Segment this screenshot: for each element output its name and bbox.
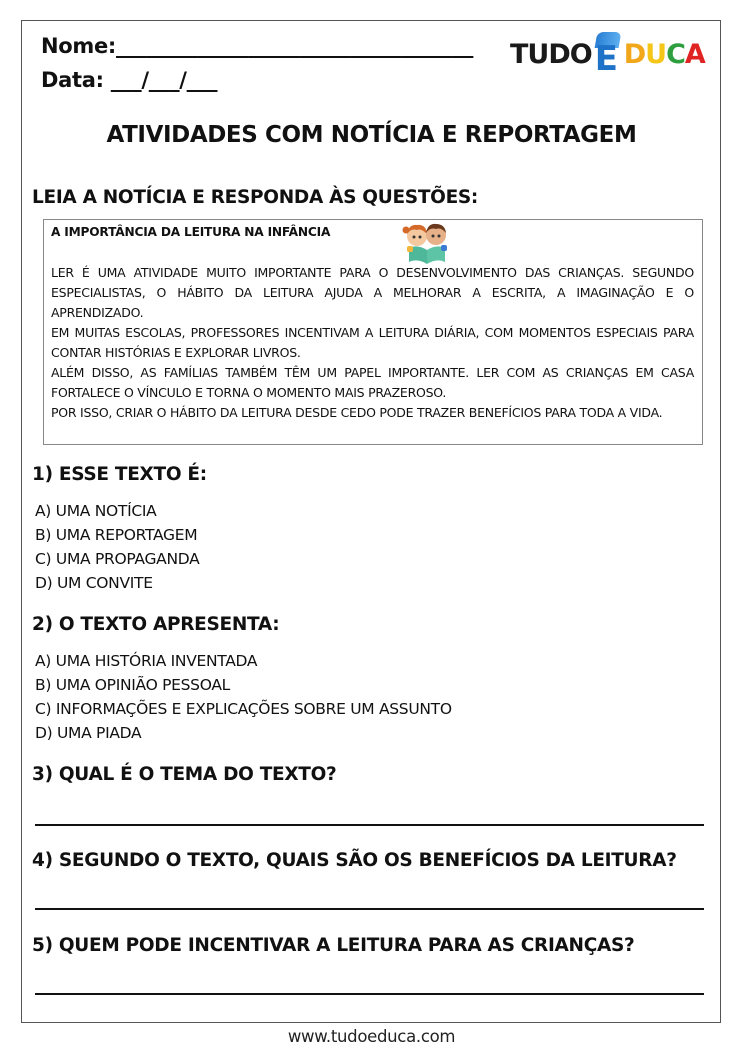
- logo-letter-u: U: [645, 38, 667, 70]
- option-a[interactable]: A) UMA NOTÍCIA: [35, 502, 157, 520]
- footer-url[interactable]: www.tudoeduca.com: [287, 1027, 456, 1046]
- option-d[interactable]: D) UM CONVITE: [35, 574, 153, 592]
- option-a[interactable]: A) UMA HISTÓRIA INVENTADA: [35, 652, 258, 670]
- news-body: [51, 263, 694, 423]
- option-c[interactable]: C) UMA PROPAGANDA: [35, 550, 200, 568]
- option-d[interactable]: D) UMA PIADA: [35, 724, 142, 742]
- question-2-options: [35, 649, 452, 745]
- logo-letter-d: D: [623, 38, 646, 70]
- news-paragraph: EM MUITAS ESCOLAS, PROFESSORES INCENTIVAM A LEITURA DIÁRIA, COM MOMENTOS ESPECIAIS PARA CONTAR HISTÓRIAS E EXPLORAR LIVROS.: [51, 325, 694, 360]
- children-reading-icon: [399, 222, 455, 264]
- news-paragraph: POR ISSO, CRIAR O HÁBITO DA LEITURA DESDE CEDO PODE TRAZER BENEFÍCIOS PARA TODA A VIDA.: [51, 405, 663, 420]
- question-1-options: [35, 499, 199, 595]
- option-b[interactable]: B) UMA REPORTAGEM: [35, 526, 198, 544]
- news-title: A IMPORTÂNCIA DA LEITURA NA INFÂNCIA: [51, 225, 331, 239]
- question-3: 3) QUAL É O TEMA DO TEXTO?: [32, 764, 337, 785]
- tudoeduca-logo: [510, 32, 705, 79]
- date-field[interactable]: Data: ___/___/___: [41, 68, 218, 92]
- question-5: 5) QUEM PODE INCENTIVAR A LEITURA PARA AS CRIANÇAS?: [32, 935, 635, 956]
- logo-letter-a: A: [684, 38, 705, 70]
- logo-letter-c: C: [666, 38, 685, 70]
- question-2: 2) O TEXTO APRESENTA:: [32, 614, 280, 635]
- news-article-box: [43, 219, 703, 445]
- book-icon: E: [593, 32, 623, 76]
- logo-text-tudo: TUDO: [510, 38, 592, 70]
- question-4: 4) SEGUNDO O TEXTO, QUAIS SÃO OS BENEFÍCIOS DA LEITURA?: [32, 850, 677, 871]
- answer-line-4[interactable]: [35, 908, 704, 910]
- instruction-heading: LEIA A NOTÍCIA E RESPONDA ÀS QUESTÕES:: [32, 187, 479, 208]
- news-paragraph: ALÉM DISSO, AS FAMÍLIAS TAMBÉM TÊM UM PAPEL IMPORTANTE. LER COM AS CRIANÇAS EM CASA FORTALECE O VÍNCULO E TORNA O MOMENTO MAIS PRAZEROSO.: [51, 365, 694, 400]
- answer-line-5[interactable]: [35, 993, 704, 995]
- question-1: 1) ESSE TEXTO É:: [32, 464, 207, 485]
- answer-line-3[interactable]: [35, 824, 704, 826]
- page-title: ATIVIDADES COM NOTÍCIA E REPORTAGEM: [106, 122, 637, 148]
- news-paragraph: LER É UMA ATIVIDADE MUITO IMPORTANTE PARA O DESENVOLVIMENTO DAS CRIANÇAS. SEGUNDO ESPECIALISTAS, O HÁBITO DA LEITURA AJUDA A MELHORAR A ESCRITA, A IMAGINAÇÃO E O APRENDIZADO.: [51, 265, 694, 320]
- option-c[interactable]: C) INFORMAÇÕES E EXPLICAÇÕES SOBRE UM ASSUNTO: [35, 700, 452, 718]
- name-field[interactable]: Nome:___________________________________: [41, 34, 474, 58]
- option-b[interactable]: B) UMA OPINIÃO PESSOAL: [35, 676, 230, 694]
